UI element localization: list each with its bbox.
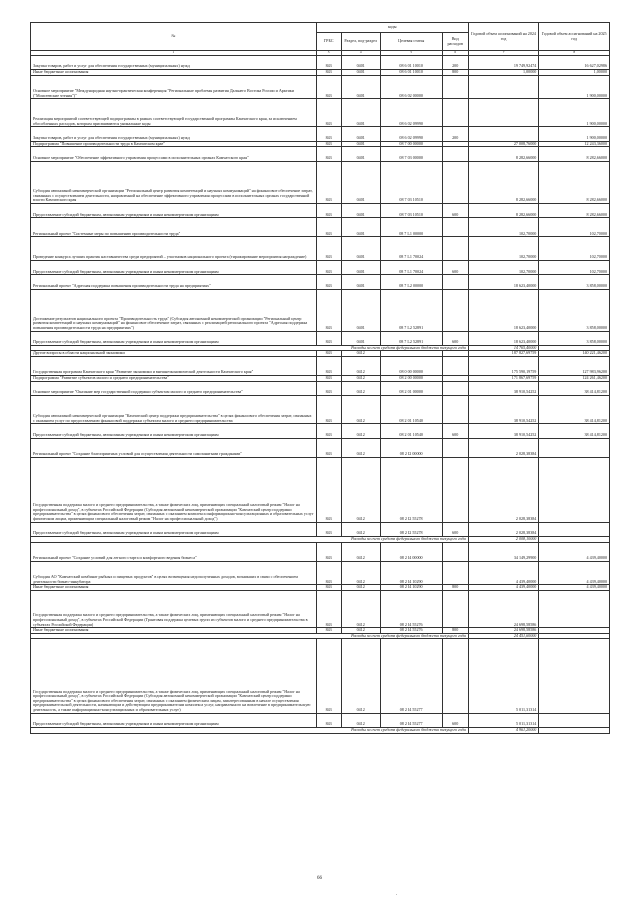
cell-grbs: 843 xyxy=(316,585,341,591)
cell-grbs: 843 xyxy=(316,561,341,585)
page-number: 66 xyxy=(317,876,322,881)
table-row xyxy=(31,438,610,457)
cell-volume-2025: 102,70000 xyxy=(539,260,610,274)
cell-expense-type xyxy=(442,381,468,395)
table-row xyxy=(31,542,610,561)
cell-grbs: 843 xyxy=(316,75,341,99)
cell-volume-2024: 8 282,66000 xyxy=(468,161,539,203)
cell-expense-type xyxy=(442,237,468,261)
cell-section: 0401 xyxy=(341,161,380,203)
cell-volume-2024: 5 011,31314 xyxy=(468,639,539,713)
cell-target-article: 08 6 02 09990 xyxy=(380,127,442,141)
cell-section: 0401 xyxy=(341,203,380,217)
cell-grbs: 843 xyxy=(316,357,341,376)
cell-volume-2024: 102,70000 xyxy=(468,260,539,274)
cell-section: 0412 xyxy=(341,561,380,585)
cell-volume-2024: 171 867,69759 xyxy=(468,376,539,382)
row-name: Предоставление субсидий бюджетным, автономным учреждениям и иным некоммерческим организациям xyxy=(31,203,317,217)
table-row xyxy=(31,237,610,261)
row-name: Иные бюджетные ассигнования xyxy=(31,69,317,75)
row-name: Закупка товаров, работ и услуг для обеспечения государственных (муниципальных) нужд xyxy=(31,55,317,69)
cell-section: 0401 xyxy=(341,218,380,237)
cell-target-article: 08 0 00 00000 xyxy=(380,357,442,376)
cell-section: 0401 xyxy=(341,237,380,261)
table-row xyxy=(31,331,610,345)
cell-section: 0412 xyxy=(341,351,380,357)
table-row xyxy=(31,161,610,203)
cell-target-article: 08 7 L2 00000 xyxy=(380,275,442,289)
cell-target-article: 08 7 03 10510 xyxy=(380,203,442,217)
cell-volume-2024: 2 028,38384 xyxy=(468,522,539,536)
cell-volume-2025 xyxy=(539,438,610,457)
row-name: Предоставление субсидий бюджетным, автономным учреждениям и иным некоммерческим организациям xyxy=(31,713,317,727)
cell-expense-type: 800 xyxy=(442,585,468,591)
row-name: Реализация мероприятий соответствующей подпрограммы в рамках соответствующей государственной программы Камчатского края, за исключением обособленных расходов, которым присваиваются уникальные коды xyxy=(31,99,317,127)
cell-target-article: 08 7 03 00000 xyxy=(380,147,442,161)
cell-grbs: 843 xyxy=(316,590,341,627)
row-name: Государственная программа Камчатского края "Развитие экономики и внешнеэкономической деятельности Камчатского края" xyxy=(31,357,317,376)
row-name: Другие вопросы в области национальной экономики xyxy=(31,351,317,357)
cell-volume-2025: 38 414,81200 xyxy=(539,396,610,424)
cell-target-article: 08 2 00 00000 xyxy=(380,376,442,382)
cell-section: 0412 xyxy=(341,713,380,727)
cell-volume-2025: 1 900,00000 xyxy=(539,127,610,141)
table-row xyxy=(31,457,610,522)
cell-grbs: 843 xyxy=(316,127,341,141)
cell-volume-2024: 18 623,40000 xyxy=(468,331,539,345)
row-name: Государственная поддержка малого и среднего предпринимательства, а также физических лиц, применяющих специальный налоговый режим "Налог на профессиональный доход", в субъектах Российской Федерации (Субсидия автономной некоммерческой организации "Камчатский центр поддержки предпринимательства" в целях финансового обеспечения затрат, связанных с оказанием комплекса информационно-консультационных и образовательных услуг физическим лицам, применяющим специальный налоговый режим "Налог на профессиональный доход") xyxy=(31,457,317,522)
cell-volume-2024: 27 008,76000 xyxy=(468,141,539,147)
header-section: Раздел, под-раздел xyxy=(341,33,380,51)
cell-target-article: 08 2 I4 10290 xyxy=(380,585,442,591)
cell-volume-2025: 102,70000 xyxy=(539,237,610,261)
table-row xyxy=(31,396,610,424)
cell-section: 0412 xyxy=(341,381,380,395)
cell-expense-type: 600 xyxy=(442,522,468,536)
cell-volume-2024: 18 623,40000 xyxy=(468,289,539,331)
table-row xyxy=(31,99,610,127)
cell-section: 0401 xyxy=(341,127,380,141)
cell-target-article: 08 6 02 00000 xyxy=(380,75,442,99)
cell-volume-2024: 1,00000 xyxy=(468,69,539,75)
cell-grbs: 843 xyxy=(316,639,341,713)
cell-grbs: 843 xyxy=(316,542,341,561)
cell-section: 0412 xyxy=(341,424,380,438)
row-name: Региональный проект "Системные меры по повышению производительности труда" xyxy=(31,218,317,237)
cell-expense-type xyxy=(442,275,468,289)
row-name: Предоставление субсидий бюджетным, автономным учреждениям и иным некоммерческим организациям xyxy=(31,424,317,438)
note-label: Расходы за счет средств федерального бюджета текущего года xyxy=(31,727,469,733)
cell-expense-type: 200 xyxy=(442,127,468,141)
table-row xyxy=(31,424,610,438)
cell-section: 0412 xyxy=(341,457,380,522)
cell-expense-type xyxy=(442,438,468,457)
cell-section: 0412 xyxy=(341,590,380,627)
cell-section: 0401 xyxy=(341,260,380,274)
cell-volume-2025 xyxy=(539,457,610,522)
cell-volume-2025: 1 900,00000 xyxy=(539,99,610,127)
cell-section: 0401 xyxy=(341,141,380,147)
page-mark: . xyxy=(396,892,398,897)
cell-section: 0412 xyxy=(341,357,380,376)
table-row xyxy=(31,357,610,376)
cell-grbs: 843 xyxy=(316,203,341,217)
cell-target-article: 08 2 I2 55278 xyxy=(380,457,442,522)
cell-volume-2025: 38 414,81200 xyxy=(539,424,610,438)
cell-section: 0401 xyxy=(341,331,380,345)
cell-volume-2024: 102,70000 xyxy=(468,237,539,261)
table-body xyxy=(31,55,610,733)
cell-expense-type: 800 xyxy=(442,628,468,634)
table-row xyxy=(31,203,610,217)
column-index: 4 xyxy=(341,51,380,56)
cell-expense-type: 200 xyxy=(442,55,468,69)
note-value-2024: 2 008,10000 xyxy=(468,537,539,543)
cell-expense-type xyxy=(442,75,468,99)
cell-target-article: 08 7 L2 52891 xyxy=(380,331,442,345)
cell-target-article: 08 2 I4 55277 xyxy=(380,713,442,727)
cell-volume-2024: 4 439,40000 xyxy=(468,561,539,585)
row-name: Региональный проект "Создание благоприятных условий для осуществления деятельности самозанятыми гражданами" xyxy=(31,438,317,457)
cell-volume-2024: 102,70000 xyxy=(468,218,539,237)
cell-target-article: 08 2 I4 10290 xyxy=(380,561,442,585)
cell-section: 0401 xyxy=(341,275,380,289)
cell-target-article: 08 6 01 10010 xyxy=(380,69,442,75)
cell-grbs: 843 xyxy=(316,628,341,634)
note-label: Расходы за счет средств федерального бюджета текущего года xyxy=(31,345,469,351)
row-name: Региональный проект "Адресная поддержка повышения производительности труда на предприятиях" xyxy=(31,275,317,289)
cell-section: 0401 xyxy=(341,147,380,161)
table-row xyxy=(31,75,610,99)
cell-grbs: 843 xyxy=(316,713,341,727)
cell-grbs: 843 xyxy=(316,289,341,331)
cell-target-article: 08 6 02 09990 xyxy=(380,99,442,127)
cell-volume-2025: 127 983,96200 xyxy=(539,357,610,376)
cell-grbs: 843 xyxy=(316,522,341,536)
row-name: Предоставление субсидий бюджетным, автономным учреждениям и иным некоммерческим организациям xyxy=(31,260,317,274)
cell-target-article: 08 7 00 00000 xyxy=(380,141,442,147)
cell-volume-2025: 140 221,46200 xyxy=(539,351,610,357)
cell-volume-2025: 12 243,36000 xyxy=(539,141,610,147)
row-name: Основное мероприятие "Обеспечение эффективного управления процессами в исполнительных органах Камчатского края" xyxy=(31,147,317,161)
cell-volume-2024: 4 439,40000 xyxy=(468,585,539,591)
cell-target-article: 08 2 01 10540 xyxy=(380,424,442,438)
cell-volume-2025 xyxy=(539,713,610,727)
row-name: Иные бюджетные ассигнования xyxy=(31,628,317,634)
cell-volume-2025: 4 439,40000 xyxy=(539,542,610,561)
table-row xyxy=(31,590,610,627)
cell-section: 0412 xyxy=(341,438,380,457)
cell-target-article: 08 2 01 10540 xyxy=(380,396,442,424)
row-name: Субсидия АО "Камчатский комбинат рыбных и пищевых продуктов" в целях возмещения недополученных доходов, возникших в связи с обеспечением деятельности бизнес-инкубатора xyxy=(31,561,317,585)
cell-volume-2024: 2 028,38384 xyxy=(468,457,539,522)
cell-expense-type: 600 xyxy=(442,260,468,274)
header-vol-2025: Годовой объем ассигнований на 2025 год xyxy=(539,23,610,51)
cell-expense-type xyxy=(442,457,468,522)
note-value-2025 xyxy=(539,727,610,733)
table-row xyxy=(31,561,610,585)
header-codes-group: коды xyxy=(316,23,468,33)
header-exp-type: Вид расходов xyxy=(442,33,468,51)
cell-expense-type: 600 xyxy=(442,331,468,345)
cell-expense-type xyxy=(442,590,468,627)
cell-grbs: 843 xyxy=(316,69,341,75)
cell-volume-2025 xyxy=(539,522,610,536)
row-name: Субсидия автономной некоммерческой организации "Региональный центр развития компетенций и научных коммуникаций" на финансовое обеспечение затрат, связанных с осуществлением деятельности, направленной на обеспечение эффективного управления процессами в исполнительных органах государственной власти Камчатского края xyxy=(31,161,317,203)
cell-section: 0412 xyxy=(341,585,380,591)
cell-expense-type xyxy=(442,289,468,331)
cell-grbs: 843 xyxy=(316,275,341,289)
cell-grbs: 843 xyxy=(316,147,341,161)
note-value-2024: 14 765,40000 xyxy=(468,345,539,351)
expenditure-table xyxy=(30,22,610,734)
cell-expense-type xyxy=(442,99,468,127)
column-index: 7 xyxy=(468,51,539,56)
cell-expense-type: 800 xyxy=(442,69,468,75)
cell-target-article: 08 2 01 00000 xyxy=(380,381,442,395)
note-label: Расходы за счет средств федерального бюджета текущего года xyxy=(31,537,469,543)
cell-volume-2024 xyxy=(468,75,539,99)
cell-grbs: 843 xyxy=(316,141,341,147)
cell-grbs: 843 xyxy=(316,260,341,274)
cell-grbs: 843 xyxy=(316,237,341,261)
cell-expense-type xyxy=(442,161,468,203)
cell-volume-2025: 102,70000 xyxy=(539,218,610,237)
column-index: 1 xyxy=(31,51,317,56)
row-name: Основное мероприятие "Оказание мер государственной поддержки субъектам малого и среднего предпринимательства" xyxy=(31,381,317,395)
header-grbs: ГРБС xyxy=(316,33,341,51)
row-name: Подпрограмма "Развитие субъектов малого и среднего предпринимательства" xyxy=(31,376,317,382)
cell-volume-2025: 3 858,00000 xyxy=(539,331,610,345)
table-row xyxy=(31,147,610,161)
cell-target-article: 08 2 I4 55276 xyxy=(380,590,442,627)
cell-section: 0412 xyxy=(341,376,380,382)
cell-volume-2024: 38 910,54252 xyxy=(468,381,539,395)
cell-grbs: 843 xyxy=(316,381,341,395)
row-name: Закупка товаров, работ и услуг для обеспечения государственных (муниципальных) нужд xyxy=(31,127,317,141)
cell-section: 0412 xyxy=(341,396,380,424)
cell-grbs: 843 xyxy=(316,99,341,127)
cell-volume-2024 xyxy=(468,99,539,127)
cell-expense-type xyxy=(442,218,468,237)
cell-volume-2024: 5 011,31314 xyxy=(468,713,539,727)
header-num: № xyxy=(31,23,317,51)
table-row xyxy=(31,381,610,395)
cell-grbs: 843 xyxy=(316,161,341,203)
cell-section: 0401 xyxy=(341,69,380,75)
cell-volume-2024: 187 827,69759 xyxy=(468,351,539,357)
cell-grbs: 843 xyxy=(316,396,341,424)
cell-grbs: 843 xyxy=(316,376,341,382)
row-name: Иные бюджетные ассигнования xyxy=(31,585,317,591)
cell-volume-2025: 124 261,46200 xyxy=(539,376,610,382)
table-row xyxy=(31,260,610,274)
cell-grbs: 843 xyxy=(316,55,341,69)
cell-target-article: 08 2 I2 00000 xyxy=(380,438,442,457)
cell-volume-2025: 1 900,00000 xyxy=(539,75,610,99)
cell-expense-type xyxy=(442,396,468,424)
cell-grbs: 843 xyxy=(316,351,341,357)
cell-section: 0401 xyxy=(341,289,380,331)
row-name: Государственная поддержка малого и среднего предпринимательства, а также физических лиц, применяющих специальный налоговый режим "Налог на профессиональный доход", в субъектах Российской Федерации (Грантовая поддержка целевых групп из субъектов малого и среднего предпринимательства в субъектах Российской Федерации) xyxy=(31,590,317,627)
row-name: Проведение конкурса лучших практик наставничества среди предприятий – участников национального проекта (тиражирование мероприятия награждение) xyxy=(31,237,317,261)
cell-volume-2024: 38 910,54252 xyxy=(468,424,539,438)
note-value-2024: 4 961,20000 xyxy=(468,727,539,733)
cell-section: 0412 xyxy=(341,639,380,713)
header-target: Целевая статья xyxy=(380,33,442,51)
cell-expense-type xyxy=(442,542,468,561)
column-index: 8 xyxy=(539,51,610,56)
row-name: Достижение результатов национального проекта "Производительность труда" (Субсидия автономной некоммерческой организации "Региональный центр развития компетенций и научных коммуникаций" на финансовое обеспечение затрат, связанных с реализацией регионального проекта "Адресная поддержка повышения производительности труда на предприятиях") xyxy=(31,289,317,331)
cell-expense-type: 600 xyxy=(442,203,468,217)
cell-volume-2024: 8 282,66000 xyxy=(468,203,539,217)
row-name: Предоставление субсидий бюджетным, автономным учреждениям и иным некоммерческим организациям xyxy=(31,522,317,536)
note-value-2024: 24 451,60000 xyxy=(468,633,539,639)
cell-grbs: 843 xyxy=(316,218,341,237)
cell-volume-2025: 8 282,66000 xyxy=(539,147,610,161)
table-row xyxy=(31,639,610,713)
cell-section: 0401 xyxy=(341,75,380,99)
cell-volume-2025 xyxy=(539,590,610,627)
cell-target-article: 08 7 L1 70024 xyxy=(380,260,442,274)
table-row xyxy=(31,713,610,727)
cell-volume-2025: 4 439,40000 xyxy=(539,585,610,591)
cell-section: 0412 xyxy=(341,628,380,634)
cell-target-article: 08 2 I4 55277 xyxy=(380,639,442,713)
row-name: Региональный проект "Создание условий для легкого старта и комфортного ведения бизнеса" xyxy=(31,542,317,561)
cell-volume-2025: 8 282,66000 xyxy=(539,161,610,203)
column-index: 3 xyxy=(316,51,341,56)
cell-volume-2024: 34 149,29900 xyxy=(468,542,539,561)
cell-target-article: 08 2 I2 55278 xyxy=(380,522,442,536)
cell-target-article: 08 6 01 10010 xyxy=(380,55,442,69)
table-row xyxy=(31,275,610,289)
cell-expense-type: 600 xyxy=(442,424,468,438)
cell-target-article: 08 7 L1 70024 xyxy=(380,237,442,261)
row-name: Предоставление субсидий бюджетным, автономным учреждениям и иным некоммерческим организациям xyxy=(31,331,317,345)
header-vol-2024: Годовой объем ассигнований на 2024 год xyxy=(468,23,539,51)
cell-grbs: 843 xyxy=(316,424,341,438)
cell-volume-2024: 38 910,54252 xyxy=(468,396,539,424)
cell-volume-2025: 3 858,00000 xyxy=(539,289,610,331)
cell-volume-2025: 8 282,66000 xyxy=(539,203,610,217)
table-row xyxy=(31,218,610,237)
row-name: Государственная поддержка малого и среднего предпринимательства, а также физических лиц, применяющих специальный налоговый режим "Налог на профессиональный доход", в субъектах Российской Федерации (Субсидия автономной некоммерческой организации "Камчатский центр поддержки предпринимательства" в целях финансового обеспечения затрат, связанных с оказанием физическим лицам, заинтересованным в начале осуществления предпринимательской деятельности, начинающим и действующим предпринимателям комплекса услуг, направленного на вовлечение в предпринимательскую деятельность, а также информационно-консультационных и образовательных услуг) xyxy=(31,639,317,713)
cell-target-article: 08 7 L2 52891 xyxy=(380,289,442,331)
cell-volume-2024: 18 623,40000 xyxy=(468,275,539,289)
cell-expense-type xyxy=(442,357,468,376)
cell-volume-2024: 2 028,38384 xyxy=(468,438,539,457)
cell-section: 0401 xyxy=(341,55,380,69)
cell-volume-2025: 4 439,40000 xyxy=(539,561,610,585)
cell-target-article: 08 2 I4 55276 xyxy=(380,628,442,634)
cell-volume-2024: 24 698,58586 xyxy=(468,628,539,634)
cell-volume-2024: 175 590,19759 xyxy=(468,357,539,376)
cell-volume-2024: 8 282,66000 xyxy=(468,147,539,161)
table-row xyxy=(31,55,610,69)
note-label: Расходы за счет средств федерального бюджета текущего года xyxy=(31,633,469,639)
cell-volume-2025: 1,00000 xyxy=(539,69,610,75)
cell-volume-2024: 19 749,92474 xyxy=(468,55,539,69)
table-row xyxy=(31,522,610,536)
cell-expense-type: 600 xyxy=(442,713,468,727)
cell-grbs: 843 xyxy=(316,457,341,522)
cell-grbs: 843 xyxy=(316,331,341,345)
column-index: 6 xyxy=(442,51,468,56)
column-index: 5 xyxy=(380,51,442,56)
row-name: Субсидия автономной некоммерческой организации "Камчатский центр поддержки предпринимательства" в целях финансового обеспечения затрат, связанных с оказанием услуг по предоставлению финансовой поддержки субъектам малого и среднего предпринимательства xyxy=(31,396,317,424)
cell-volume-2025: 38 414,81200 xyxy=(539,381,610,395)
cell-section: 0412 xyxy=(341,522,380,536)
cell-grbs: 843 xyxy=(316,438,341,457)
cell-target-article: 08 7 L1 00000 xyxy=(380,218,442,237)
row-name: Подпрограмма "Повышение производительности труда в Камчатском крае" xyxy=(31,141,317,147)
table-row xyxy=(31,289,610,331)
row-name: Основное мероприятие "Международная научно-практическая конференция "Региональные проблемы развития Дальнего Востока России и Арктики ("Моисеевские чтения")" xyxy=(31,75,317,99)
cell-volume-2024 xyxy=(468,127,539,141)
cell-volume-2025 xyxy=(539,639,610,713)
cell-target-article: 08 7 03 10510 xyxy=(380,161,442,203)
cell-expense-type xyxy=(442,147,468,161)
cell-target-article: 08 2 I4 00000 xyxy=(380,542,442,561)
cell-section: 0401 xyxy=(341,99,380,127)
cell-section: 0412 xyxy=(341,542,380,561)
cell-expense-type xyxy=(442,561,468,585)
cell-volume-2024: 24 698,58586 xyxy=(468,590,539,627)
federal-budget-note-row xyxy=(31,727,610,733)
cell-volume-2025: 3 858,00000 xyxy=(539,275,610,289)
cell-expense-type xyxy=(442,639,468,713)
cell-volume-2025: 16 627,02986 xyxy=(539,55,610,69)
table-row xyxy=(31,127,610,141)
